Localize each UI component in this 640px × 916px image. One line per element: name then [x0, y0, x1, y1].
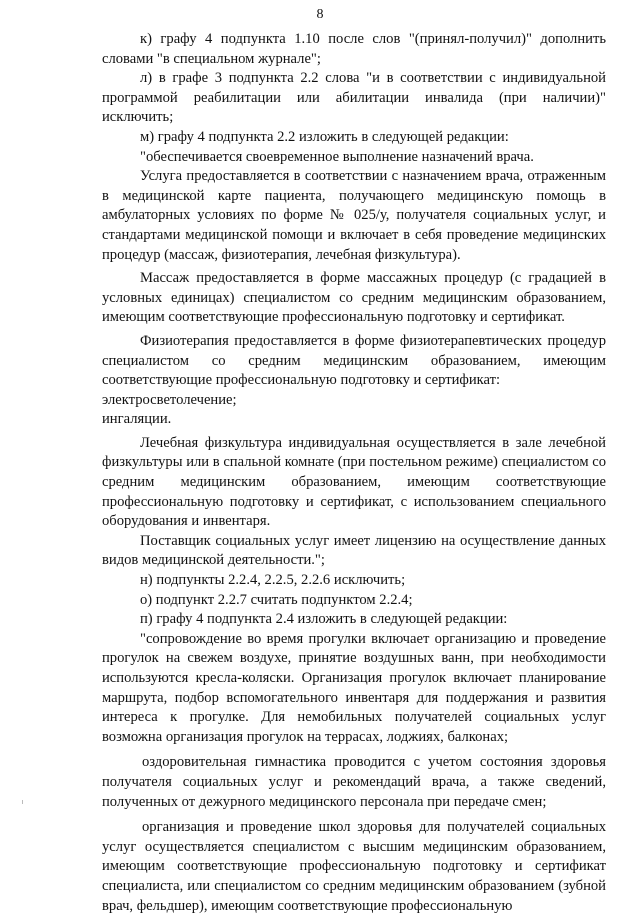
paragraph-m: м) графу 4 подпункта 2.2 изложить в следующей редакции:: [140, 128, 509, 145]
paragraph-l: л) в графе 3 подпункта 2.2 слова "и в соответствии с индивидуальной программой реабилитации или абилитации инвалида (при наличии)" исключить;: [102, 70, 606, 126]
paragraph-exercise-therapy: Лечебная физкультура индивидуальная осуществляется в зале лечебной физкультуры или в спальной комнате (при постельном режиме) специалистом со средним медицинским образованием, имеющим соответствующие профессиональную подготовку и сертификат, с использованием специального оборудования и инвентаря.: [102, 434, 606, 530]
list-item-inhalation: ингаляции.: [102, 411, 172, 428]
paragraph-gymnastics: оздоровительная гимнастика проводится с учетом состояния здоровья получателя социальных услуг и рекомендаций врача, а также сведений, полученных от дежурного медицинского персонала при передаче смен;: [102, 754, 606, 810]
paragraph-walks: "сопровождение во время прогулки включает организацию и проведение прогулок на свежем воздухе, принятие воздушных ванн, при необходимости используются кресла-коляски. Организация прогулок включает планирование маршрута, подбор вспомогательного инвентаря для поддержания и развития интереса к прогулке. Для немобильных получателей социальных услуг возможна организация прогулок на террасах, лоджиях, балконах;: [102, 630, 606, 745]
paragraph-license: Поставщик социальных услуг имеет лицензию на осуществление данных видов медицинской деятельности.";: [102, 532, 606, 569]
paragraph-quote-start: "обеспечивается своевременное выполнение назначений врача.: [140, 148, 534, 165]
scan-mark: [22, 800, 23, 804]
paragraph-physiotherapy: Физиотерапия предоставляется в форме физиотерапевтических процедур специалистом со средним медицинским образованием, имеющим соответствующие профессиональную подготовку и сертификат:: [102, 332, 606, 389]
paragraph-p: п) графу 4 подпункта 2.4 изложить в следующей редакции:: [140, 611, 508, 628]
paragraph-service: Услуга предоставляется в соответствии с назначением врача, отраженным в медицинской карте пациента, получающего медицинскую помощь в амбулаторных условиях по форме № 025/у, получателя социальных услуг, и стандартами медицинской помощи и включает в себя проведение медицинских процедур (массаж, физиотерапия, лечебная физкультура).: [102, 168, 606, 263]
list-item-electrolight: электросветолечение;: [102, 391, 237, 408]
paragraph-health-schools: организация и проведение школ здоровья для получателей социальных услуг осуществляется специалистом с высшим медицинским образованием, имеющим соответствующие профессиональную подготовку и сертификат специалиста, или специалистом со средним медицинским образованием (зубной врач, фельдшер), имеющим соответствующие профессиональную: [102, 819, 606, 914]
document-body: [102, 30, 606, 916]
page-number: 8: [316, 7, 324, 22]
paragraph-n: н) подпункты 2.2.4, 2.2.5, 2.2.6 исключить;: [140, 572, 406, 589]
paragraph-k: к) графу 4 подпункта 1.10 после слов "(принял-получил)" дополнить словами "в специальном журнале";: [102, 31, 606, 67]
paragraph-massage: Массаж предоставляется в форме массажных процедур (с градацией в условных единицах) специалистом со средним медицинским образованием, имеющим соответствующие профессиональную подготовку и сертификат.: [102, 270, 606, 326]
paragraph-o: о) подпункт 2.2.7 считать подпунктом 2.2.4;: [140, 591, 413, 608]
